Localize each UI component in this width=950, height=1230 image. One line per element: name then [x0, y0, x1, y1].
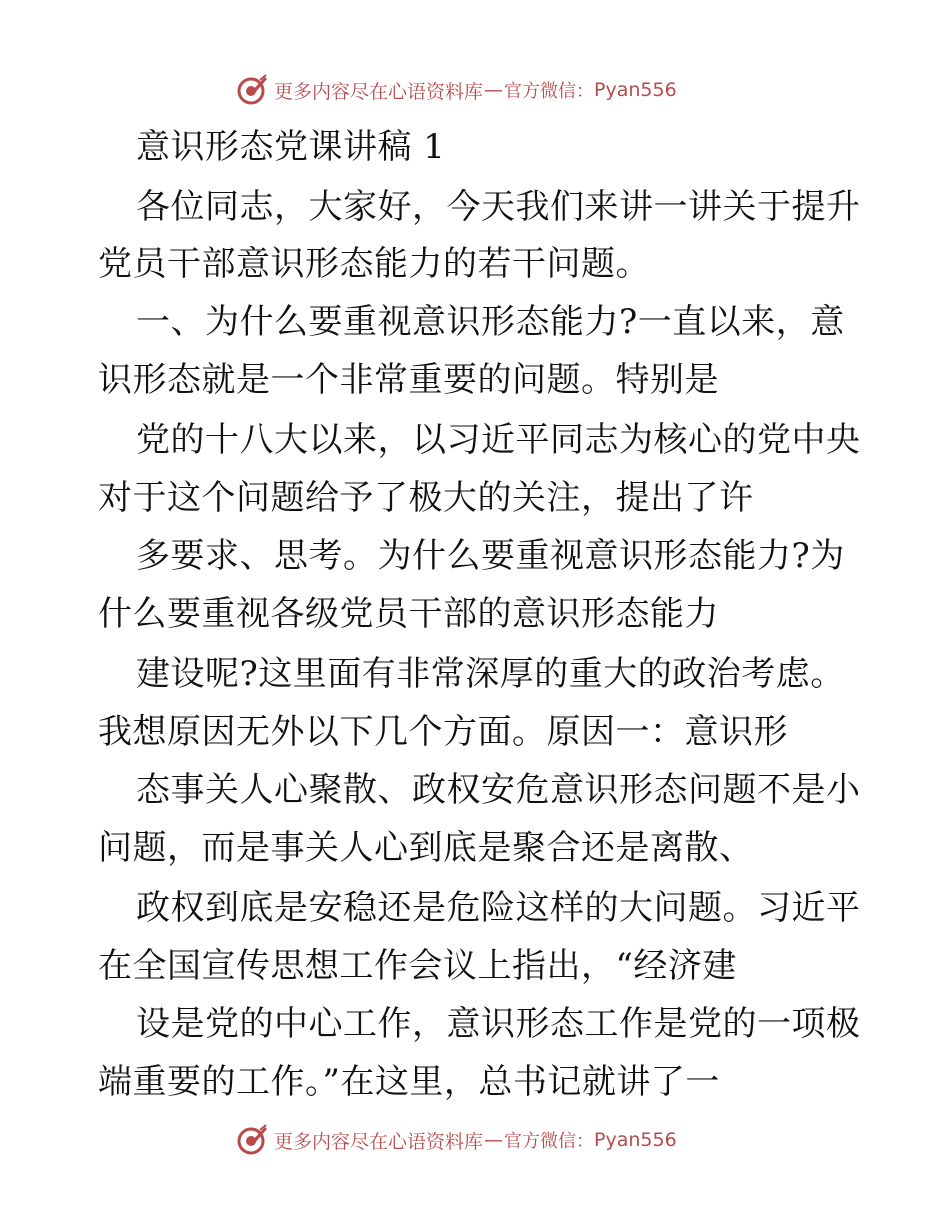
- text-line: 问题，而是事关人心到底是聚合还是离散、: [98, 828, 754, 868]
- text-line: 识形态就是一个非常重要的问题。特别是: [98, 360, 719, 400]
- text-line: 端重要的工作。”在这里，总书记就讲了一: [98, 1062, 720, 1102]
- document-title: 意识形态党课讲稿 1: [136, 127, 446, 167]
- text-line: 各位同志，大家好，今天我们来讲一讲关于提升: [136, 187, 861, 227]
- watermark-wechat-label: 官方微信：: [504, 81, 595, 102]
- watermark-site-text: 更多内容尽在心语资料库: [274, 1130, 484, 1153]
- text-line: 我想原因无外以下几个方面。原因一：意识形: [98, 712, 788, 752]
- footer-watermark: [236, 1122, 677, 1158]
- text-line: 一、为什么要重视意识形态能力?一直以来，意: [136, 302, 845, 342]
- watermark-wechat-id: Pyan556: [594, 1129, 677, 1151]
- watermark-site-text: 更多内容尽在心语资料库: [274, 80, 484, 103]
- quill-logo-icon: [236, 1124, 268, 1156]
- watermark-wechat-id: Pyan556: [594, 79, 677, 101]
- watermark-dash: —: [484, 79, 504, 101]
- watermark-wechat-label: 官方微信：: [504, 1131, 595, 1152]
- quill-logo-icon: [236, 74, 268, 106]
- text-line: 党员干部意识形态能力的若干问题。: [98, 244, 650, 284]
- text-line: 什么要重视各级党员干部的意识形态能力: [98, 594, 719, 634]
- text-line: 建设呢?这里面有非常深厚的重大的政治考虑。: [136, 654, 845, 694]
- watermark-dash: —: [484, 1129, 504, 1151]
- text-line: 设是党的中心工作，意识形态工作是党的一项极: [136, 1004, 861, 1044]
- text-line: 在全国宣传思想工作会议上指出，“经济建: [98, 946, 737, 986]
- text-line: 党的十八大以来，以习近平同志为核心的党中央: [136, 420, 861, 460]
- text-line: 多要求、思考。为什么要重视意识形态能力?为: [136, 536, 845, 576]
- header-watermark: [236, 72, 677, 108]
- text-line: 态事关人心聚散、政权安危意识形态问题不是小: [136, 770, 861, 810]
- text-line: 政权到底是安稳还是危险这样的大问题。习近平: [136, 888, 861, 928]
- text-line: 对于这个问题给予了极大的关注，提出了许: [98, 478, 754, 518]
